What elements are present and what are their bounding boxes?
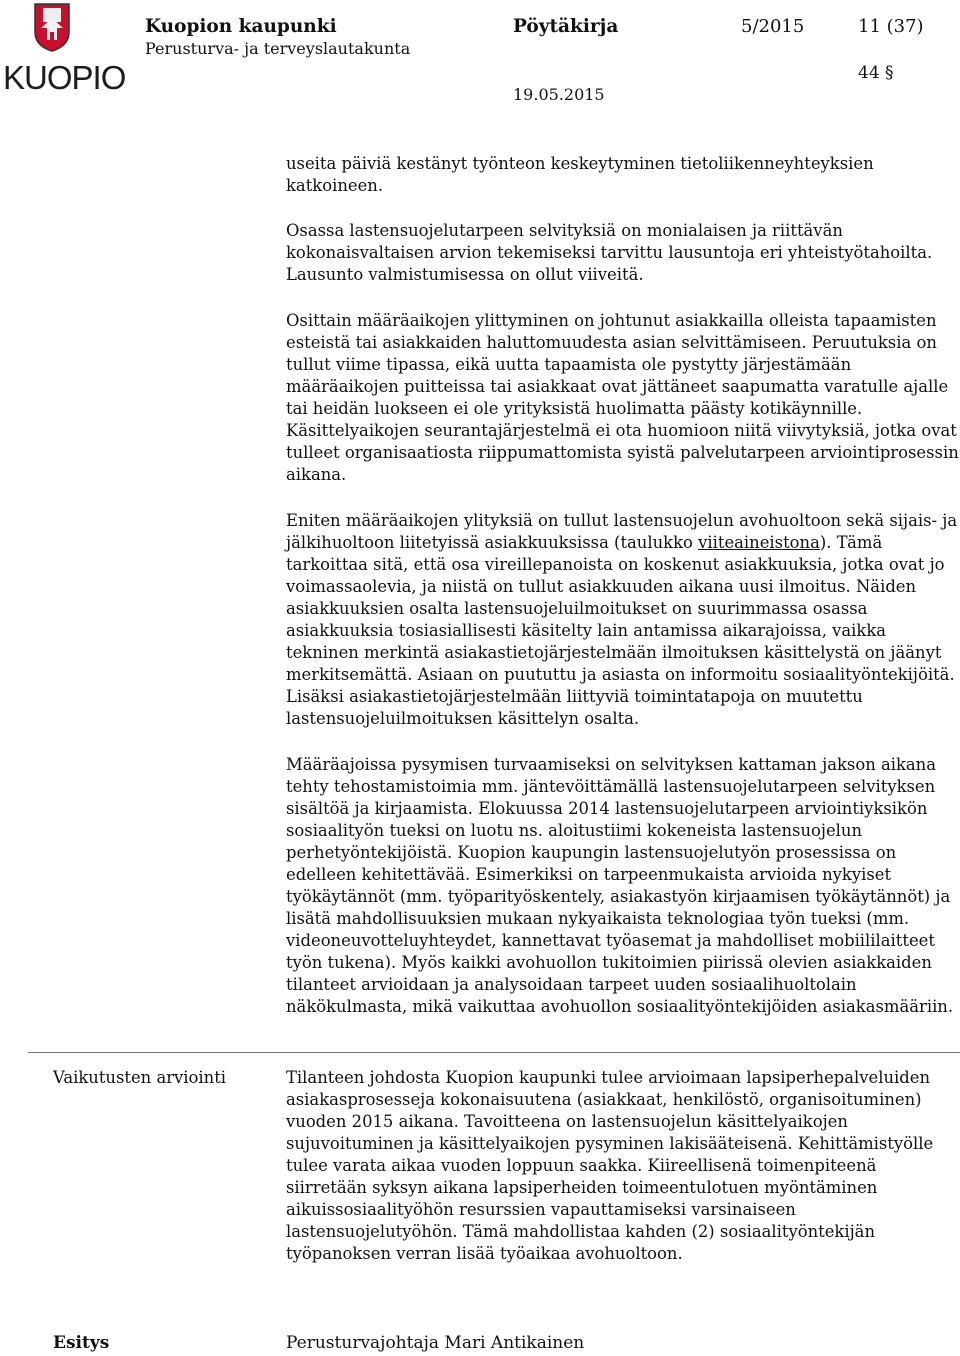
paragraph-5-text: Määräajoissa pysymisen turvaamiseksi on selvityksen kattaman jakson aikana tehty tehostamistoimia mm. jäntevöittämällä lastensuojelutarpeen selvityksen sisältöä ja kirjaamista. Elokuussa 2014 lastensuojelutarpeen arviointiyksikön sosiaalityön tueksi on luotu ns. aloitustiimi kokeneista lastensuojelun perhetyöntekijöistä. Kuopion kaupungin lastensuojelutyön prosessissa on edelleen kehitettävää. Esimerkiksi on tarpeenmukaista arvioida nykyiset työkäytännöt (mm. työparityöskentely, asiakastyön kirjaamisen työkäytännöt) ja lisätä mahdollisuuksien mukaan nykyaikaista teknologiaa työn tueksi (mm. videoneuvotteluyhteydet, kannettavat työasemat ja mahdolliset mobiililaitteet työn tukena). Myös kaikki avohuollon tukitoimien piirissä olevien asiakkaiden tilanteet arvioidaan ja analysoidaan tarpeet uuden sosiaalihuoltolain näkökulmasta, mikä vaikuttaa avohuollon sosiaalityöntekijöiden asiakasmääriin. — [286, 755, 954, 1016]
board-name: Perusturva- ja terveyslautakunta — [145, 39, 411, 58]
logo-wordmark: KUOPIO — [3, 59, 126, 96]
paragraph-3-text: Osittain määräaikojen ylittyminen on johtunut asiakkailla olleista tapaamisten esteistä tai asiakkaiden haluttomuudesta asian selvittämiseen. Peruutuksia on tullut viime tipassa, eikä uutta tapaamista ole pystytty järjestämään määräaikojen puitteissa tai asiakkaat ovat jättäneet saapumatta varatulle ajalle tai heidän luokseen ei ole yrityksistä huolimatta päästy kotikäynnille. Käsittelyaikojen seurantajärjestelmä ei ota huomioon niitä viivytyksiä, jotka ovat tulleet organisaatiosta riippumattomista syistä palvelutarpeen arviointiprosessin aikana. — [286, 311, 959, 484]
kuopio-logo — [3, 2, 126, 98]
proposal-presenter: Perusturvajohtaja Mari Antikainen — [286, 1333, 585, 1353]
paragraph-4-text-before-link: Eniten määräaikojen ylityksiä on tullut lastensuojelun avohuoltoon sekä sijais- ja jälkihuoltoon liitetyissä asiakkuuksissa (taulukko — [286, 511, 958, 552]
impact-assessment-label: Vaikutusten arviointi — [53, 1068, 227, 1087]
impact-assessment-paragraph: Tilanteen johdosta Kuopion kaupunki tulee arvioimaan lapsiperhepalveluiden asiakasprosesseja kokonaisuutena (asiakkaat, henkilöstö, organisoituminen) vuoden 2015 aikana. Tavoitteena on lastensuojelun käsittelyaikojen sujuvoituminen ja käsittelyaikojen pysyminen lakisääteisenä. Kehittämistyölle tulee varata aikaa vuoden loppuun saakka. Kiireellisenä toimenpiteenä siirretään syksyn aikana lapsiperheiden toimeentulotuen myöntäminen aikuissosiaalityöhön resurssien vapauttamiseksi varsinaiseen lastensuojelutyöhön. Tämä mahdollistaa kahden (2) sosiaalityöntekijän työpanoksen verran lisää työaikaa avohuoltoon. — [286, 1068, 934, 1263]
proposal-label: Esitys — [53, 1333, 110, 1353]
paragraph-4-text-after-link: ). Tämä tarkoittaa sitä, että osa vireillepanoista on koskenut asiakkuuksia, jotka ovat jo voimassaolevia, ja niistä on tullut asiakkuuden aikana uusi ilmoitus. Näiden asiakkuuksien osalta lastensuojeluilmoitukset on suurimmassa osassa asiakkuuksia tosiasiallisesti käsitelty lain antamissa aikarajoissa, vaikka tekninen merkintä asiakastietojärjestelmään ilmoituksen käsittelystä on jäänyt merkitsemättä. Asiaan on puututtu ja asiasta on informoitu sosiaalityöntekijöitä. Lisäksi asiakastietojärjestelmään liittyviä toimintatapoja on muutettu lastensuojeluilmoituksen käsittelyn osalta. — [286, 533, 955, 728]
city-crest-icon — [33, 2, 71, 52]
paragraph-2-text: Osassa lastensuojelutarpeen selvityksiä on monialaisen ja riittävän kokonaisvaltaisen arvion tekemiseksi tarvittu lausuntoja eri yhteistyötahoilta. Lausunto valmistumisessa on ollut viiveitä. — [286, 221, 933, 284]
meeting-date: 19.05.2015 — [513, 85, 605, 104]
page-number: 11 (37) — [858, 16, 924, 37]
paragraph-4-text — [286, 510, 960, 730]
document-number: 5/2015 — [741, 16, 805, 37]
paragraph-3 — [286, 310, 960, 486]
section-divider — [28, 1052, 960, 1053]
paragraph-5 — [286, 754, 960, 1018]
paragraph-1 — [286, 153, 960, 197]
section-number: 44 § — [858, 63, 894, 83]
paragraph-1-text: useita päiviä kestänyt työnteon keskeytyminen tietoliikenneyhteyksien katkoineen. — [286, 154, 874, 195]
paragraph-2 — [286, 220, 960, 286]
organization-name: Kuopion kaupunki — [145, 16, 337, 37]
reference-link[interactable]: viiteaineistona — [698, 533, 820, 552]
document-type: Pöytäkirja — [513, 16, 619, 37]
impact-assessment-text — [286, 1067, 960, 1265]
paragraph-4 — [286, 510, 960, 730]
